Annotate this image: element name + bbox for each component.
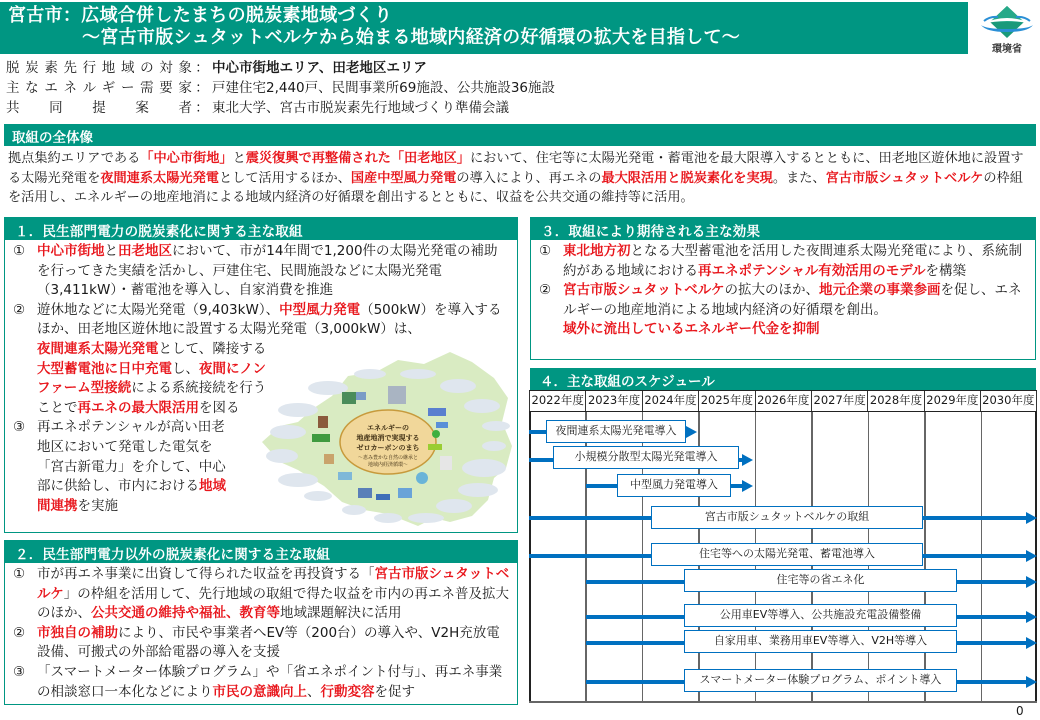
year-cell: 2025年度: [698, 391, 754, 411]
arrow-right-icon: [1026, 676, 1037, 688]
logo-label: 環境省: [992, 44, 1022, 55]
item-text: 市独自の補助により、市民や事業者へEV等（200台）の導入や、V2H充放電設備、可搬式の外部給電器の導入を支援: [37, 624, 500, 661]
item-text-part: 域外に流出しているエネルギー代金を抑制: [563, 321, 820, 338]
meta-key: 主 な エ ネ ル ギ ー 需 要 家: [6, 80, 192, 96]
item-number: ③: [13, 663, 26, 680]
schedule-item-label: 自家用車、業務用車EV等導入、V2H等導入: [684, 630, 957, 653]
item-number: ③: [13, 419, 26, 436]
item-number: ②: [539, 282, 552, 299]
item-text: [563, 281, 1029, 340]
meta-row-target: [6, 58, 706, 78]
item-number: ②: [13, 301, 26, 318]
year-cell: 2027年度: [811, 391, 867, 411]
schedule-item-label: スマートメーター体験プログラム、ポイント導入: [684, 669, 957, 692]
item-number: ①: [13, 566, 26, 582]
panel-expected-effects: [530, 217, 1036, 360]
svg-text:地産地消で実現する: 地産地消で実現する: [356, 434, 420, 442]
arrow-right-icon: [1026, 576, 1037, 588]
schedule-item-label: 住宅等の省エネ化: [684, 569, 957, 592]
year-cell: 2022年度: [529, 391, 585, 411]
meta-key: 脱 炭 素 先 行 地 域 の 対 象: [6, 60, 192, 76]
year-cell: 2024年度: [642, 391, 698, 411]
meta-separator: ：: [195, 60, 209, 76]
meta-value: 中心市街地エリア、田老地区エリア: [212, 60, 427, 76]
item-text: 市が再エネ事業に出資して得られた収益を再投資する「宮古市版シュタットベルケ」の枠組を活用して、先行地域の取組で得た収益を市内の再エネ普及拡大のほか、公共交通の維持や福祉、教育等地域課題解決に活用: [37, 566, 510, 622]
schedule-item-label: 中型風力発電導入: [617, 474, 731, 497]
panel-header: １．民生部門電力の脱炭素化に関する主な取組: [5, 218, 517, 240]
svg-text:エネルギーの: エネルギーの: [367, 424, 409, 432]
schedule-item-label: 住宅等への太陽光発電、蓄電池導入: [651, 543, 923, 566]
year-cell: 2030年度: [980, 391, 1036, 411]
item-text: 「スマートメーター体験プログラム」や「省エネポイント付与」、再エネ事業の相談窓口一本化などにより市民の意識向上、行動変容を促す: [37, 663, 503, 700]
item-text-part: 遊休地などに太陽光発電（9,403kW）、中型風力発電（500kW）を導入するほか、田老地区遊休地に設置する太陽光発電（3,000kW）は、: [37, 301, 502, 338]
moe-emblem-icon: [978, 4, 1036, 42]
item-text-part: 宮古市版シュタットベルケの拡大のほか、地元企業の事業参画を促し、エネルギーの地産地消による地域内経済の好循環を創出。: [563, 282, 1022, 318]
list-item: [13, 624, 511, 663]
year-cell: 2029年度: [924, 391, 980, 411]
item-text-part: 夜間連系太陽光発電として、隣接する大型蓄電池に日中充電し、夜間にノンファーム型接続による系統接続を行うことで再エネの最大限活用を図る: [37, 340, 267, 416]
grid-baseline: [529, 701, 1037, 703]
overview-header: 取組の全体像: [4, 124, 1036, 146]
meta-separator: ：: [195, 100, 209, 116]
arrow-right-icon: [1026, 512, 1037, 524]
svg-text:～恵み豊かな自然の継承と: ～恵み豊かな自然の継承と: [357, 455, 419, 461]
item-number: ①: [539, 243, 552, 259]
project-meta: [6, 58, 706, 118]
panel-header: ２．民生部門電力以外の脱炭素化に関する主な取組: [5, 541, 517, 563]
svg-text:ゼロカーボンのまち: ゼロカーボンのまち: [356, 444, 420, 452]
arrow-right-icon: [1026, 611, 1037, 623]
zero-carbon-city-illustration: [258, 350, 516, 528]
list-item: [13, 565, 511, 624]
arrow-right-icon: [686, 426, 697, 438]
meta-key: 共 同 提 案 者: [6, 100, 192, 116]
arrow-right-icon: [1026, 550, 1037, 562]
panel-non-power: [4, 540, 518, 705]
item-number: ①: [13, 243, 26, 259]
item-text: 東北地方初となる大型蓄電池を活用した夜間連系太陽光発電により、系統制約がある地域における再エネポテンシャル有効活用のモデルを構築: [563, 243, 1022, 279]
schedule-item-label: 小規模分散型太陽光発電導入: [553, 446, 739, 469]
year-cell: 2023年度: [585, 391, 641, 411]
item-text: 中心市街地と田老地区において、市が14年間で1,200件の太陽光発電の補助を行ってきた実績を活かし、戸建住宅、民間施設などに太陽光発電（3,411kW）・蓄電池を導入し、自家消費を推進: [37, 243, 498, 299]
arrow-right-icon: [742, 480, 753, 492]
list-item: [13, 242, 511, 301]
ministry-logo: [978, 4, 1036, 56]
arrow-right-icon: [1026, 637, 1037, 649]
list-item: [539, 281, 1029, 340]
arrow-right-icon: [742, 454, 753, 466]
item-text: 再エネポテンシャルが高い田老地区において発電した電気を「宮古新電力」を介して、中心部に供給し、市内における地域間連携を実施: [37, 419, 226, 514]
meta-row-partners: [6, 98, 706, 118]
schedule-gantt: [529, 390, 1037, 703]
year-cell: 2026年度: [755, 391, 811, 411]
schedule-header: ４．主な取組のスケジュール: [530, 368, 1036, 390]
panel-header: ３．取組により期待される主な効果: [531, 218, 1035, 240]
list-item: [539, 242, 1029, 281]
title-bar: [0, 2, 968, 54]
schedule-item-label: 夜間連系太陽光発電導入: [546, 420, 686, 443]
list-item: [13, 663, 511, 702]
meta-value: 戸建住宅2,440戸、民間事業所69施設、公共施設36施設: [212, 80, 556, 96]
schedule-item-label: 公用車EV等導入、公共施設充電設備整備: [684, 604, 957, 627]
schedule-item-label: 宮古市版シュタットベルケの取組: [651, 506, 923, 529]
panel-body: [531, 240, 1035, 340]
svg-text:地域内経済循環～: 地域内経済循環～: [367, 462, 409, 468]
overview-text: 拠点集約エリアである「中心市街地」と震災復興で再整備された「田老地区」において、住宅等に太陽光発電・蓄電池を最大限導入するとともに、田老地区遊休地に設置する太陽光発電を夜間連系太陽光発電として活用するほか、国産中型風力発電の導入により、再エネの最大限活用と脱炭素化を実現。また、宮古市版シュタットベルケの枠組を活用し、エネルギーの地産地消による地域内経済の好循環を創出するとともに、収益を公共交通の維持等に活用。: [8, 151, 1024, 205]
meta-row-consumers: [6, 78, 706, 98]
meta-value: 東北大学、宮古市脱炭素先行地域づくり準備会議: [212, 100, 509, 116]
page-title: 宮古市：広域合併したまちの脱炭素地域づくり: [8, 5, 393, 26]
page-number: 0: [1016, 704, 1024, 718]
year-header-row: [529, 390, 1037, 412]
page-subtitle: ～宮古市版シュタットベルケから始まる地域内経済の好循環の拡大を目指して～: [82, 27, 741, 48]
meta-separator: ：: [195, 80, 209, 96]
item-number: ②: [13, 624, 26, 641]
city-map-icon: [258, 350, 516, 528]
year-cell: 2028年度: [867, 391, 923, 411]
panel-body: [5, 563, 517, 702]
